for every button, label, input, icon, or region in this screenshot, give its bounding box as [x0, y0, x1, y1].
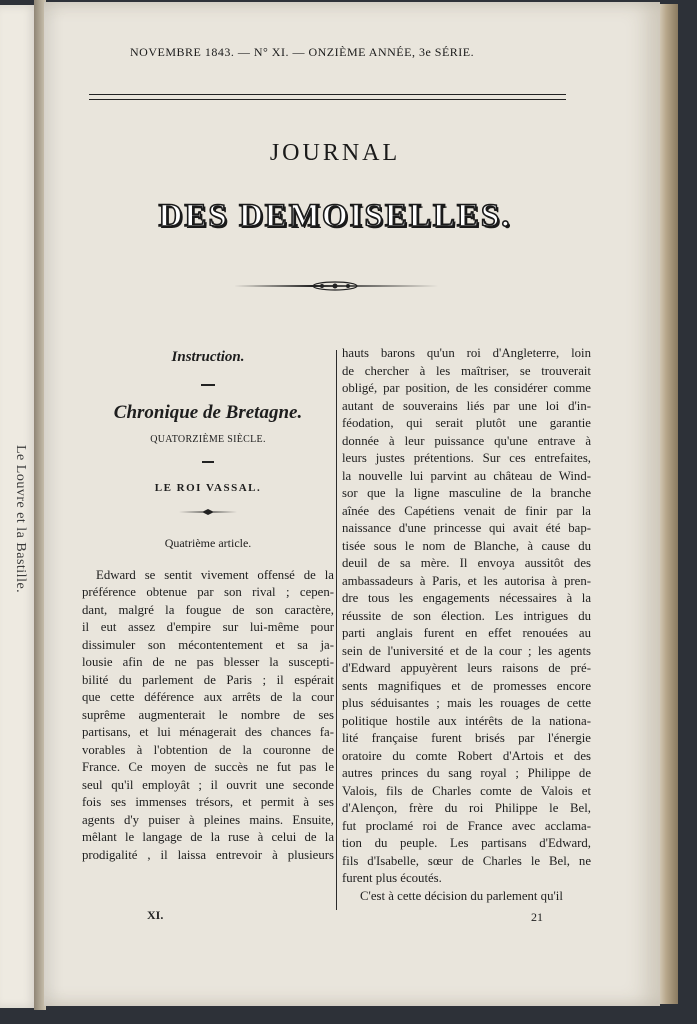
text-line: vorables à l'obtention de la couronne de — [82, 742, 334, 757]
text-line: d'Edward appuyèrent leurs raisons de pré- — [342, 661, 591, 675]
page-edges — [658, 4, 678, 1004]
text-line: dant, malgré la fougue de son caractère, — [82, 602, 334, 617]
text-line: autres princes du sang royal ; Philippe de — [342, 766, 591, 780]
text-line: sents magnifiques et de promesses encore — [342, 678, 591, 693]
header-rule — [89, 94, 566, 100]
chapter-title: LE ROI VASSAL. — [154, 481, 262, 494]
section-rubric: Instruction. — [171, 349, 245, 365]
text-line: féodation, qui serait plutôt une garantie — [342, 416, 591, 430]
text-line: aînée des Capétiens venait de finir par la — [342, 503, 591, 518]
text-line: C'est à cette décision du parlement qu'il — [360, 888, 563, 903]
text-line: furent plus écoutés. — [342, 871, 442, 885]
right-column — [342, 345, 591, 905]
text-line: sein de l'université et de la cour ; les agents — [342, 643, 591, 658]
text-line: tisée sous le nom de Blanche, à cause du — [342, 538, 591, 553]
text-line: dre tous les engagements nécessaires à la — [342, 591, 591, 605]
text-line: ambassadeurs à Paris, et les autorisa à pren- — [342, 573, 591, 588]
subtitle-dash — [202, 461, 214, 463]
chapter-ornament — [179, 508, 237, 516]
text-line: hauts barons qu'un roi d'Angleterre, loin — [342, 346, 591, 360]
spine-title: Le Louvre et la Bastille. — [13, 445, 28, 594]
text-line: tion du peuple. Les partisans d'Edward, — [342, 836, 591, 850]
article-subtitle: QUATORZIÈME SIÈCLE. — [150, 434, 266, 445]
masthead-journal: JOURNAL — [269, 140, 401, 166]
running-head: NOVEMBRE 1843. — N° XI. — ONZIÈME ANNÉE, 3e SÉRIE. — [130, 45, 475, 59]
column-divider — [336, 350, 337, 910]
text-line: dissimuler son mécontentement et sa ja- — [82, 637, 334, 652]
text-line: mêlant le langage de la ruse à celui de la — [82, 830, 334, 844]
text-line: lousie afin de ne pas blesser la suscepti- — [82, 655, 334, 669]
left-column — [82, 345, 334, 864]
article-title: Chronique de Bretagne. — [113, 402, 303, 423]
text-line: lité française furent brisés par l'énergie — [342, 731, 591, 745]
right-body-text — [342, 345, 591, 905]
text-line: parti anglais furent en effet renouées au — [342, 626, 591, 640]
text-line: fois ses immenses trésors, et permit à ses — [82, 795, 334, 809]
text-line: politique hostile aux intérêts de la nationa- — [342, 713, 591, 728]
text-line: partisans, et lui ménagerait des chances fa- — [82, 725, 334, 739]
text-line: deuil de sa mère. Il envoya aussitôt des — [342, 556, 591, 570]
printer-signature: XI. — [147, 908, 164, 922]
left-body-text — [82, 567, 334, 865]
text-line: Edward se sentit vivement offensé de la — [96, 567, 334, 582]
text-line: agents d'y puiser à pleines mains. Ensuite, — [82, 812, 334, 827]
text-line: réussite de son élection. Les intrigues du — [342, 608, 591, 623]
text-line: fils d'Isabelle, sœur de Charles le Bel, ne — [342, 853, 591, 868]
text-line: oratoire du comte Robert d'Artois et des — [342, 748, 591, 763]
text-line: préférence obtenue par son rival ; cepen- — [82, 585, 334, 599]
text-line: France. Ce moyen de succès ne fut pas le — [82, 760, 334, 774]
text-line: suprême augmenterait le nombre de ses — [82, 707, 334, 722]
article-number: Quatrième article. — [164, 535, 252, 550]
masthead-ornament — [232, 279, 438, 293]
text-line: obligé, par position, de les considérer comme — [342, 381, 591, 395]
text-line: il eut assez d'empire sur lui-même pour — [82, 620, 334, 634]
rubric-dash — [201, 384, 215, 386]
text-line: sor que la ligne masculine de la branche — [342, 486, 591, 500]
text-line: seul qu'il employât ; il ouvrit une seconde — [82, 777, 334, 792]
text-line: plus séduisantes ; mais les rouages de cette — [342, 696, 591, 710]
text-line: la nouvelle lui parvint au château de Wind- — [342, 468, 591, 483]
page-number: 21 — [531, 910, 543, 924]
masthead-demoiselles: DES DEMOISELLES. — [158, 198, 512, 234]
text-line: de chercher à les maîtriser, se trouverait — [342, 363, 591, 378]
text-line: d'Alençon, frère du roi Philippe le Bel, — [342, 801, 591, 815]
text-line: prodigalité , il laissa entrevoir à plusieurs — [82, 847, 334, 862]
text-line: bilité du parlement de Paris ; il espérait — [82, 672, 334, 687]
text-line: fut proclamé roi de France avec acclama- — [342, 818, 591, 833]
text-line: Valois, fils de Charles comte de Valois et — [342, 783, 591, 798]
text-line: naissance d'une princesse qui avait été bap- — [342, 521, 591, 535]
text-line: donnée à leur puissance qu'une entrave à — [342, 433, 591, 448]
text-line: autant de souverains liés par une loi d'in- — [342, 398, 591, 413]
text-line: que cette déférence aux arrêts de la cour — [82, 690, 334, 704]
text-line: leurs justes prétentions. Sur ces entrefaites, — [342, 451, 591, 465]
